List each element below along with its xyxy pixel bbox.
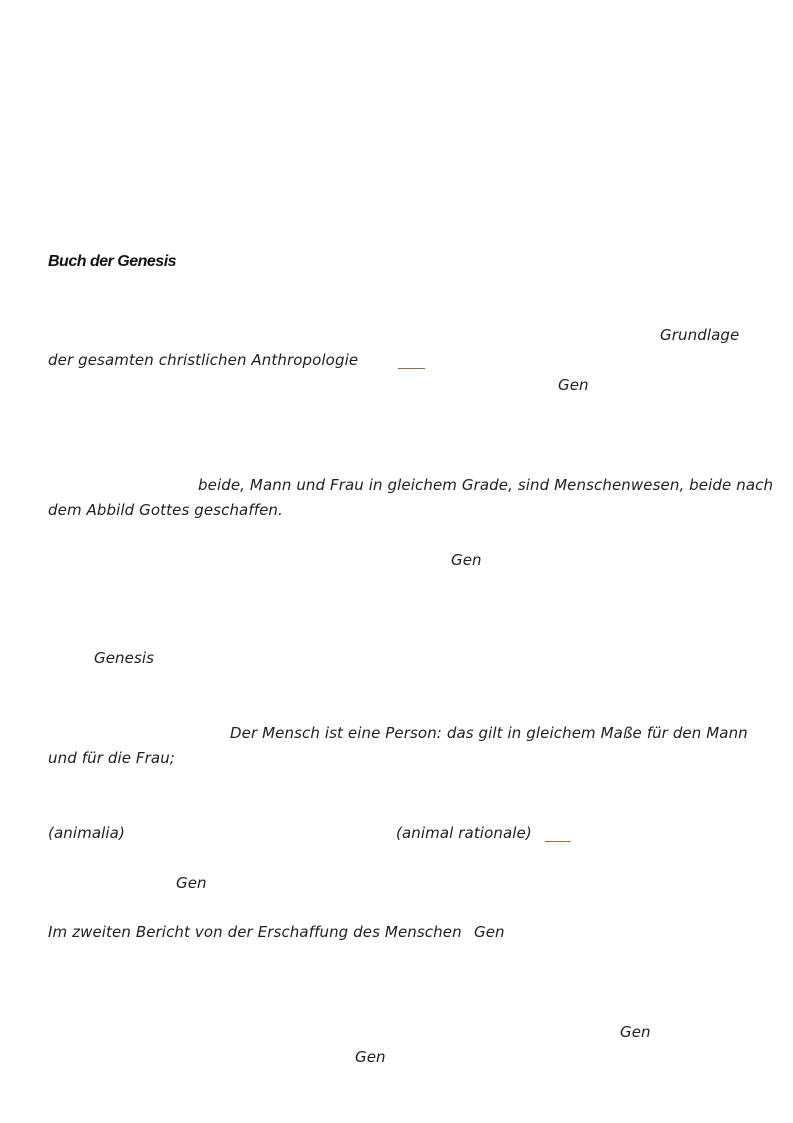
text-gen-reference: Gen	[474, 923, 505, 941]
text-gen-reference: Gen	[451, 551, 482, 569]
footnote-link-rule[interactable]	[545, 841, 571, 842]
text-person-line2: und für die Frau;	[48, 749, 175, 767]
text-animalia: (animalia)	[48, 824, 125, 842]
text-gen-reference: Gen	[355, 1048, 386, 1066]
footnote-link-rule[interactable]	[398, 368, 425, 369]
text-beide-line1: beide, Mann und Frau in gleichem Grade, sind Menschenwesen, beide nach	[198, 476, 774, 494]
text-gen-reference: Gen	[620, 1023, 651, 1041]
text-animal-rationale: (animal rationale)	[396, 824, 532, 842]
text-gen-reference: Gen	[558, 376, 589, 394]
text-zweiter-bericht: Im zweiten Bericht von der Erschaffung des Menschen	[48, 923, 462, 941]
text-person-line1: Der Mensch ist eine Person: das gilt in gleichem Maße für den Mann	[230, 724, 748, 742]
section-heading: Buch der Genesis	[48, 253, 177, 270]
text-beide-line2: dem Abbild Gottes geschaffen.	[48, 501, 283, 519]
text-anthropologie: der gesamten christlichen Anthropologie	[48, 351, 359, 369]
text-grundlage: Grundlage	[660, 326, 740, 344]
text-genesis: Genesis	[94, 649, 155, 667]
text-gen-reference: Gen	[176, 874, 207, 892]
